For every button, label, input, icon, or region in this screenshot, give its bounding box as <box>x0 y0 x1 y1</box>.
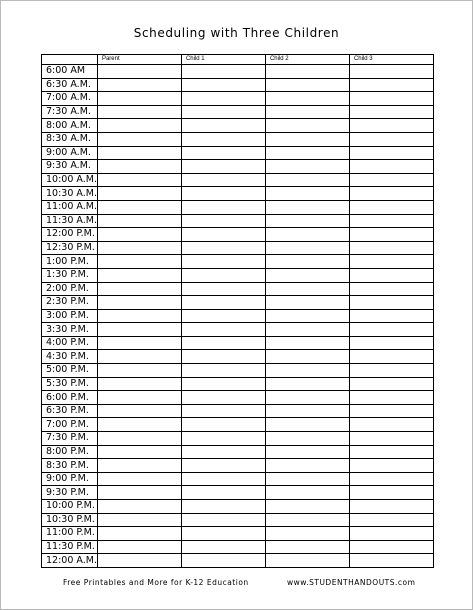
schedule-cell-child-3 <box>349 187 433 201</box>
table-row <box>42 364 434 378</box>
time-slot-label: 2:00 P.M. <box>42 282 98 296</box>
table-row <box>42 323 434 337</box>
footer-website: www.STUDENTHANDOUTS.com <box>287 578 416 587</box>
schedule-cell-child-1 <box>181 119 265 133</box>
schedule-cell-child-2 <box>265 472 349 486</box>
time-slot-label: 9:30 A.M. <box>42 160 98 174</box>
schedule-cell-parent <box>97 500 181 514</box>
header-child-1: Child 1 <box>181 55 265 65</box>
schedule-cell-child-1 <box>181 404 265 418</box>
time-slot-label: 11:00 P.M. <box>42 527 98 541</box>
schedule-cell-child-1 <box>181 527 265 541</box>
schedule-cell-child-3 <box>349 309 433 323</box>
table-row <box>42 350 434 364</box>
table-row <box>42 336 434 350</box>
schedule-cell-child-2 <box>265 336 349 350</box>
schedule-cell-child-3 <box>349 65 433 79</box>
schedule-cell-child-1 <box>181 418 265 432</box>
page-title: Scheduling with Three Children <box>133 26 340 40</box>
schedule-cell-parent <box>97 486 181 500</box>
time-slot-label: 7:30 P.M. <box>42 432 98 446</box>
schedule-cell-child-2 <box>265 377 349 391</box>
schedule-cell-child-3 <box>349 255 433 269</box>
schedule-cell-child-3 <box>349 282 433 296</box>
schedule-cell-child-1 <box>181 486 265 500</box>
schedule-cell-child-3 <box>349 445 433 459</box>
schedule-cell-parent <box>97 78 181 92</box>
schedule-cell-parent <box>97 173 181 187</box>
schedule-cell-parent <box>97 282 181 296</box>
schedule-cell-child-3 <box>349 173 433 187</box>
schedule-cell-child-1 <box>181 459 265 473</box>
schedule-cell-child-3 <box>349 472 433 486</box>
schedule-cell-child-3 <box>349 119 433 133</box>
time-slot-label: 4:00 P.M. <box>42 336 98 350</box>
schedule-cell-parent <box>97 132 181 146</box>
schedule-cell-child-1 <box>181 513 265 527</box>
schedule-cell-child-3 <box>349 486 433 500</box>
table-row <box>42 472 434 486</box>
schedule-cell-child-1 <box>181 472 265 486</box>
schedule-cell-child-2 <box>265 350 349 364</box>
table-row <box>42 282 434 296</box>
schedule-cell-child-1 <box>181 296 265 310</box>
schedule-cell-child-3 <box>349 377 433 391</box>
schedule-cell-child-1 <box>181 282 265 296</box>
schedule-cell-parent <box>97 404 181 418</box>
table-row <box>42 418 434 432</box>
schedule-cell-child-3 <box>349 323 433 337</box>
schedule-cell-child-3 <box>349 350 433 364</box>
schedule-cell-child-2 <box>265 323 349 337</box>
schedule-cell-child-1 <box>181 92 265 106</box>
schedule-cell-child-2 <box>265 364 349 378</box>
schedule-cell-child-1 <box>181 540 265 554</box>
schedule-cell-parent <box>97 309 181 323</box>
time-slot-label: 5:30 P.M. <box>42 377 98 391</box>
schedule-cell-child-3 <box>349 160 433 174</box>
table-row <box>42 391 434 405</box>
time-slot-label: 2:30 P.M. <box>42 296 98 310</box>
table-row <box>42 214 434 228</box>
schedule-cell-parent <box>97 445 181 459</box>
schedule-cell-child-1 <box>181 432 265 446</box>
time-slot-label: 8:00 A.M. <box>42 119 98 133</box>
time-slot-label: 11:30 A.M. <box>42 214 98 228</box>
schedule-cell-child-1 <box>181 160 265 174</box>
schedule-cell-child-2 <box>265 160 349 174</box>
time-slot-label: 8:30 A.M. <box>42 132 98 146</box>
time-slot-label: 7:00 P.M. <box>42 418 98 432</box>
time-slot-label: 11:30 P.M. <box>42 540 98 554</box>
schedule-cell-child-1 <box>181 173 265 187</box>
table-row <box>42 296 434 310</box>
time-slot-label: 6:30 A.M. <box>42 78 98 92</box>
schedule-cell-child-3 <box>349 527 433 541</box>
table-row <box>42 309 434 323</box>
schedule-cell-child-3 <box>349 540 433 554</box>
schedule-cell-child-3 <box>349 418 433 432</box>
schedule-cell-parent <box>97 336 181 350</box>
schedule-cell-child-1 <box>181 132 265 146</box>
time-slot-label: 10:30 P.M. <box>42 513 98 527</box>
schedule-cell-child-3 <box>349 432 433 446</box>
schedule-cell-child-3 <box>349 92 433 106</box>
schedule-cell-parent <box>97 554 181 568</box>
schedule-cell-parent <box>97 160 181 174</box>
time-slot-label: 1:00 P.M. <box>42 255 98 269</box>
schedule-cell-child-3 <box>349 296 433 310</box>
time-slot-label: 9:30 P.M. <box>42 486 98 500</box>
schedule-cell-child-3 <box>349 78 433 92</box>
table-row <box>42 255 434 269</box>
table-row <box>42 377 434 391</box>
schedule-cell-child-3 <box>349 391 433 405</box>
time-slot-label: 10:30 A.M. <box>42 187 98 201</box>
time-slot-label: 11:00 A.M. <box>42 200 98 214</box>
footer-tagline: Free Printables and More for K-12 Education <box>63 578 249 587</box>
time-slot-label: 3:30 P.M. <box>42 323 98 337</box>
schedule-cell-child-3 <box>349 132 433 146</box>
schedule-cell-child-1 <box>181 336 265 350</box>
schedule-cell-parent <box>97 540 181 554</box>
schedule-cell-parent <box>97 105 181 119</box>
schedule-cell-child-1 <box>181 200 265 214</box>
time-slot-label: 8:30 P.M. <box>42 459 98 473</box>
schedule-cell-child-2 <box>265 309 349 323</box>
schedule-cell-child-2 <box>265 445 349 459</box>
schedule-cell-child-2 <box>265 268 349 282</box>
time-slot-label: 9:00 A.M. <box>42 146 98 160</box>
schedule-cell-parent <box>97 65 181 79</box>
schedule-cell-parent <box>97 296 181 310</box>
schedule-cell-child-3 <box>349 268 433 282</box>
schedule-cell-child-1 <box>181 364 265 378</box>
table-row <box>42 500 434 514</box>
schedule-cell-parent <box>97 377 181 391</box>
table-row <box>42 173 434 187</box>
schedule-cell-child-2 <box>265 404 349 418</box>
schedule-cell-child-2 <box>265 78 349 92</box>
time-slot-label: 1:30 P.M. <box>42 268 98 282</box>
schedule-cell-parent <box>97 323 181 337</box>
table-row <box>42 527 434 541</box>
schedule-cell-child-1 <box>181 214 265 228</box>
schedule-cell-child-3 <box>349 513 433 527</box>
table-row <box>42 445 434 459</box>
time-slot-label: 3:00 P.M. <box>42 309 98 323</box>
schedule-cell-child-2 <box>265 255 349 269</box>
schedule-cell-child-3 <box>349 228 433 242</box>
time-slot-label: 6:30 P.M. <box>42 404 98 418</box>
schedule-cell-child-1 <box>181 146 265 160</box>
schedule-cell-parent <box>97 200 181 214</box>
schedule-cell-child-1 <box>181 500 265 514</box>
table-row <box>42 65 434 79</box>
schedule-cell-parent <box>97 255 181 269</box>
schedule-cell-child-1 <box>181 65 265 79</box>
schedule-cell-parent <box>97 228 181 242</box>
table-row <box>42 513 434 527</box>
schedule-cell-child-2 <box>265 132 349 146</box>
schedule-cell-child-1 <box>181 309 265 323</box>
schedule-cell-child-2 <box>265 200 349 214</box>
table-row <box>42 132 434 146</box>
schedule-cell-parent <box>97 146 181 160</box>
header-child-2: Child 2 <box>265 55 349 65</box>
schedule-cell-child-3 <box>349 459 433 473</box>
schedule-cell-parent <box>97 459 181 473</box>
schedule-cell-child-2 <box>265 418 349 432</box>
time-slot-label: 4:30 P.M. <box>42 350 98 364</box>
schedule-cell-child-3 <box>349 500 433 514</box>
schedule-body <box>42 65 434 568</box>
schedule-cell-child-1 <box>181 391 265 405</box>
schedule-cell-child-1 <box>181 445 265 459</box>
table-row <box>42 540 434 554</box>
schedule-cell-child-1 <box>181 228 265 242</box>
schedule-cell-child-1 <box>181 78 265 92</box>
schedule-cell-child-3 <box>349 214 433 228</box>
schedule-cell-child-2 <box>265 527 349 541</box>
time-slot-label: 7:30 A.M. <box>42 105 98 119</box>
header-time <box>42 55 98 65</box>
time-slot-label: 8:00 P.M. <box>42 445 98 459</box>
schedule-cell-child-1 <box>181 350 265 364</box>
schedule-cell-child-3 <box>349 146 433 160</box>
schedule-cell-child-2 <box>265 296 349 310</box>
schedule-cell-child-2 <box>265 228 349 242</box>
table-row <box>42 486 434 500</box>
time-slot-label: 7:00 A.M. <box>42 92 98 106</box>
schedule-cell-child-2 <box>265 513 349 527</box>
schedule-cell-child-1 <box>181 268 265 282</box>
time-slot-label: 12:30 P.M. <box>42 241 98 255</box>
schedule-cell-child-3 <box>349 241 433 255</box>
table-row <box>42 119 434 133</box>
table-row <box>42 200 434 214</box>
table-row <box>42 241 434 255</box>
schedule-cell-child-2 <box>265 391 349 405</box>
schedule-cell-child-3 <box>349 105 433 119</box>
schedule-cell-child-2 <box>265 540 349 554</box>
schedule-cell-parent <box>97 92 181 106</box>
schedule-cell-child-1 <box>181 377 265 391</box>
schedule-cell-child-2 <box>265 554 349 568</box>
time-slot-label: 12:00 A.M. <box>42 554 98 568</box>
schedule-cell-child-1 <box>181 241 265 255</box>
schedule-cell-child-2 <box>265 214 349 228</box>
schedule-cell-child-2 <box>265 105 349 119</box>
table-row <box>42 78 434 92</box>
schedule-cell-parent <box>97 513 181 527</box>
table-row <box>42 105 434 119</box>
table-row <box>42 459 434 473</box>
schedule-cell-child-3 <box>349 554 433 568</box>
schedule-cell-parent <box>97 268 181 282</box>
schedule-cell-parent <box>97 187 181 201</box>
schedule-cell-parent <box>97 241 181 255</box>
table-row <box>42 187 434 201</box>
schedule-cell-child-2 <box>265 119 349 133</box>
schedule-cell-child-3 <box>349 336 433 350</box>
schedule-cell-child-2 <box>265 187 349 201</box>
schedule-cell-child-1 <box>181 255 265 269</box>
schedule-cell-parent <box>97 472 181 486</box>
schedule-cell-parent <box>97 350 181 364</box>
schedule-cell-child-3 <box>349 364 433 378</box>
schedule-cell-child-1 <box>181 554 265 568</box>
schedule-table <box>41 54 434 568</box>
schedule-cell-child-2 <box>265 65 349 79</box>
schedule-cell-child-2 <box>265 500 349 514</box>
table-row <box>42 554 434 568</box>
schedule-cell-child-3 <box>349 200 433 214</box>
table-row <box>42 160 434 174</box>
time-slot-label: 10:00 A.M. <box>42 173 98 187</box>
schedule-cell-child-2 <box>265 282 349 296</box>
schedule-cell-child-2 <box>265 241 349 255</box>
time-slot-label: 10:00 P.M. <box>42 500 98 514</box>
schedule-cell-parent <box>97 391 181 405</box>
schedule-cell-child-2 <box>265 486 349 500</box>
schedule-cell-child-3 <box>349 404 433 418</box>
schedule-cell-child-1 <box>181 323 265 337</box>
schedule-cell-child-1 <box>181 187 265 201</box>
time-slot-label: 9:00 P.M. <box>42 472 98 486</box>
schedule-cell-parent <box>97 364 181 378</box>
table-row <box>42 268 434 282</box>
table-row <box>42 404 434 418</box>
schedule-cell-child-2 <box>265 173 349 187</box>
table-row <box>42 146 434 160</box>
schedule-cell-parent <box>97 432 181 446</box>
time-slot-label: 5:00 P.M. <box>42 364 98 378</box>
time-slot-label: 6:00 P.M. <box>42 391 98 405</box>
schedule-cell-child-2 <box>265 459 349 473</box>
schedule-cell-child-1 <box>181 105 265 119</box>
schedule-cell-child-2 <box>265 432 349 446</box>
time-slot-label: 12:00 P.M. <box>42 228 98 242</box>
table-row <box>42 228 434 242</box>
header-row <box>42 55 434 65</box>
schedule-cell-parent <box>97 418 181 432</box>
time-slot-label: 6:00 AM <box>42 65 98 79</box>
schedule-cell-parent <box>97 214 181 228</box>
schedule-cell-child-2 <box>265 146 349 160</box>
schedule-cell-parent <box>97 527 181 541</box>
header-child-3: Child 3 <box>349 55 433 65</box>
schedule-cell-child-2 <box>265 92 349 106</box>
header-parent: Parent <box>97 55 181 65</box>
table-row <box>42 432 434 446</box>
schedule-cell-parent <box>97 119 181 133</box>
table-row <box>42 92 434 106</box>
